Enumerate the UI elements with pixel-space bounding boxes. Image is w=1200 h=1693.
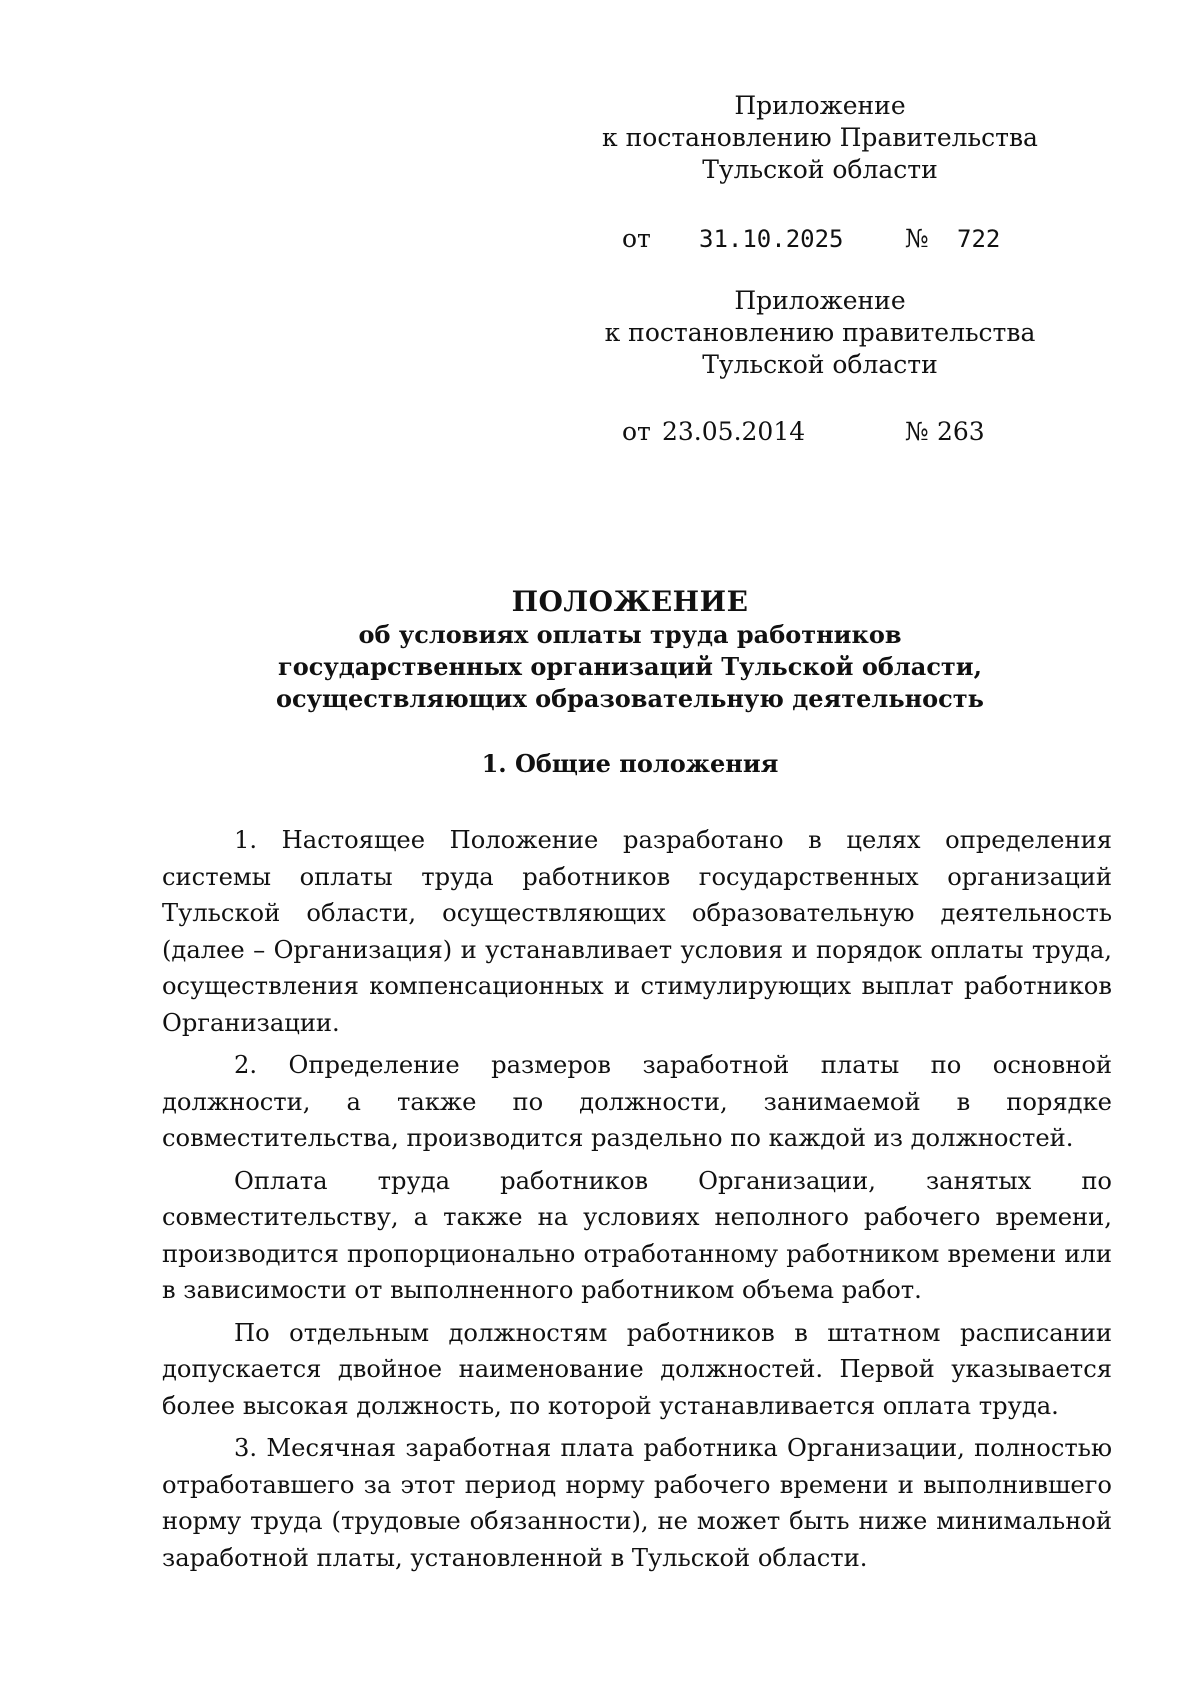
title-line-3: осуществляющих образовательную деятельность <box>276 684 984 713</box>
number-label: № <box>905 417 929 446</box>
decree-date: 23.05.2014 <box>662 417 806 446</box>
approval-reference: к постановлению Правительства <box>602 123 1038 152</box>
title-line-1: об условиях оплаты труда работников <box>358 620 902 649</box>
approval-region: Тульской области <box>702 155 938 184</box>
number-label: № <box>905 224 929 253</box>
approval-region: Тульской области <box>702 350 938 379</box>
approval-block-original <box>600 285 1040 381</box>
approval-title: Приложение <box>734 91 906 120</box>
approval-title: Приложение <box>734 286 906 315</box>
from-label: от <box>622 224 651 253</box>
paragraph-4: По отдельным должностям работников в штатном расписании допускается двойное наименование должностей. Первой указывается более высокая должность, по которой устанавливается оплата труда. <box>162 1318 1112 1420</box>
section-heading: 1. Общие положения <box>481 749 779 778</box>
paragraph-3: Оплата труда работников Организации, занятых по совместительству, а также на условиях неполного рабочего времени, производится пропорционально отработанному работником времени или в зависимости от выполненного работником объема работ. <box>162 1166 1112 1304</box>
approval-block-current <box>600 90 1040 186</box>
title-main: ПОЛОЖЕНИЕ <box>511 585 749 618</box>
from-label: от <box>622 417 651 446</box>
approval-reference: к постановлению правительства <box>604 318 1036 347</box>
title-line-2: государственных организаций Тульской области, <box>278 652 982 681</box>
document-body <box>162 822 1112 1582</box>
decree-date: 31.10.2025 <box>699 225 844 253</box>
decree-number: 263 <box>937 417 985 446</box>
paragraph-5: 3. Месячная заработная плата работника Организации, полностью отработавшего за этот период норму рабочего времени и выполнившего норму труда (трудовые обязанности), не может быть ниже минимальной заработной платы, установленной в Тульской области. <box>162 1434 1112 1572</box>
paragraph-1: 1. Настоящее Положение разработано в целях определения системы оплаты труда работников государственных организаций Тульской области, осуществляющих образовательную деятельность (далее – Организация) и устанавливает условия и порядок оплаты труда, осуществления компенсационных и стимулирующих выплат работников Организации. <box>162 826 1112 1037</box>
decree-number: 722 <box>957 225 1001 253</box>
paragraph-2: 2. Определение размеров заработной платы по основной должности, а также по должности, занимаемой в порядке совместительства, производится раздельно по каждой из должностей. <box>162 1051 1112 1152</box>
document-title <box>150 585 1110 715</box>
